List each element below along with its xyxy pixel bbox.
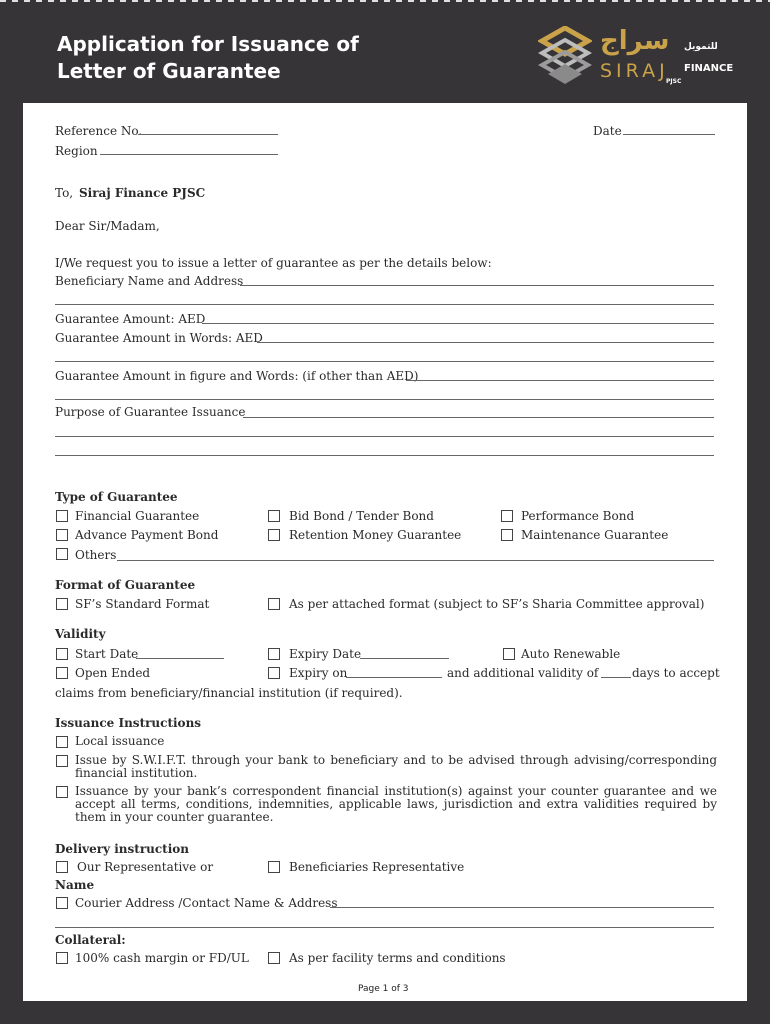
purpose-field-line2[interactable]: [55, 436, 714, 437]
logo-pjsc-text: PJSC: [666, 78, 682, 85]
siraj-finance-logo: [538, 24, 734, 90]
purpose-field-line3[interactable]: [55, 455, 714, 456]
amount-words-field-line2[interactable]: [55, 361, 714, 362]
local-issuance-checkbox[interactable]: [56, 736, 68, 748]
collateral-heading: Collateral:: [55, 933, 126, 947]
swift-checkbox[interactable]: [56, 755, 68, 767]
facility-terms-label: As per facility terms and conditions: [289, 951, 506, 965]
open-ended-label: Open Ended: [75, 666, 151, 680]
bid-bond-checkbox[interactable]: [268, 510, 280, 522]
courier-checkbox[interactable]: [56, 897, 68, 909]
our-representative-checkbox[interactable]: [56, 861, 68, 873]
others-checkbox[interactable]: [56, 548, 68, 560]
expiry-date-field[interactable]: [360, 658, 449, 659]
top-dashed-border: [0, 0, 770, 2]
purpose-field[interactable]: [243, 417, 714, 418]
others-label: Others: [75, 548, 117, 562]
purpose-label: Purpose of Guarantee Issuance: [55, 405, 246, 419]
standard-format-label: SF’s Standard Format: [75, 597, 210, 611]
financial-guarantee-checkbox[interactable]: [56, 510, 68, 522]
performance-bond-checkbox[interactable]: [501, 510, 513, 522]
beneficiary-label: Beneficiary Name and Address: [55, 274, 244, 288]
correspondent-label: Issuance by your bank’s correspondent financial institution(s) against your counter guarantee and we accept all terms, conditions, indemnities, applicable laws, jurisdiction and extra validities required by them in your counter guarantee.: [75, 784, 717, 824]
to-label: To,: [55, 186, 74, 200]
amount-other-field-line2[interactable]: [55, 399, 714, 400]
validity-heading: Validity: [55, 627, 106, 641]
cash-margin-label: 100% cash margin or FD/UL: [75, 951, 249, 965]
amount-field[interactable]: [202, 323, 714, 324]
reference-field[interactable]: [138, 134, 278, 135]
page-title-line2: Letter of Guarantee: [57, 59, 281, 83]
retention-money-label: Retention Money Guarantee: [289, 528, 462, 542]
beneficiaries-representative-checkbox[interactable]: [268, 861, 280, 873]
expiry-on-checkbox[interactable]: [268, 667, 280, 679]
logo-arabic-small-text: للتمويل: [684, 42, 718, 52]
expiry-date-checkbox[interactable]: [268, 648, 280, 660]
expiry-on-label: Expiry on: [289, 666, 348, 680]
region-field[interactable]: [100, 154, 278, 155]
delivery-heading: Delivery instruction: [55, 842, 190, 856]
logo-finance-text: FINANCE: [684, 63, 734, 74]
page-title-line1: Application for Issuance of: [57, 32, 359, 56]
amount-words-label: Guarantee Amount in Words: AED: [55, 331, 263, 345]
our-representative-label: Our Representative or: [77, 860, 214, 874]
amount-other-field[interactable]: [406, 380, 714, 381]
days-label: days to accept: [632, 666, 720, 680]
courier-field-line2[interactable]: [55, 927, 714, 928]
additional-days-field[interactable]: [601, 677, 631, 678]
local-issuance-label: Local issuance: [75, 734, 165, 748]
page-number: Page 1 of 3: [358, 984, 409, 994]
page-title: [57, 31, 387, 85]
auto-renewable-label: Auto Renewable: [521, 647, 621, 661]
start-date-label: Start Date: [75, 647, 139, 661]
retention-money-checkbox[interactable]: [268, 529, 280, 541]
region-label: Region: [55, 144, 98, 158]
financial-guarantee-label: Financial Guarantee: [75, 509, 200, 523]
issuance-heading: Issuance Instructions: [55, 716, 202, 730]
reference-label: Reference No.: [55, 124, 143, 138]
swift-label: Issue by S.W.I.F.T. through your bank to beneficiary and to be advised through advising/corresponding financial institution.: [75, 753, 717, 780]
amount-other-label: Guarantee Amount in figure and Words: (if other than AED): [55, 369, 419, 383]
salutation: Dear Sir/Madam,: [55, 219, 160, 233]
attached-format-label: As per attached format (subject to SF’s Sharia Committee approval): [289, 597, 705, 611]
courier-label: Courier Address /Contact Name & Address: [75, 896, 338, 910]
attached-format-checkbox[interactable]: [268, 598, 280, 610]
cash-margin-checkbox[interactable]: [56, 952, 68, 964]
beneficiaries-representative-label: Beneficiaries Representative: [289, 860, 465, 874]
correspondent-checkbox[interactable]: [56, 786, 68, 798]
amount-words-field[interactable]: [257, 342, 714, 343]
start-date-checkbox[interactable]: [56, 648, 68, 660]
date-label: Date: [593, 124, 622, 138]
maintenance-guarantee-label: Maintenance Guarantee: [521, 528, 669, 542]
additional-validity-label: and additional validity of: [447, 666, 599, 680]
performance-bond-label: Performance Bond: [521, 509, 635, 523]
logo-siraj-text: SIRAJ: [600, 60, 669, 82]
claims-text: claims from beneficiary/financial institution (if required).: [55, 686, 403, 700]
maintenance-guarantee-checkbox[interactable]: [501, 529, 513, 541]
beneficiary-field-line2[interactable]: [55, 304, 714, 305]
courier-field[interactable]: [330, 907, 714, 908]
bid-bond-label: Bid Bond / Tender Bond: [289, 509, 434, 523]
expiry-date-label: Expiry Date: [289, 647, 362, 661]
others-field[interactable]: [117, 560, 714, 561]
facility-terms-checkbox[interactable]: [268, 952, 280, 964]
request-text: I/We request you to issue a letter of guarantee as per the details below:: [55, 256, 492, 270]
auto-renewable-checkbox[interactable]: [503, 648, 515, 660]
beneficiary-field[interactable]: [240, 285, 714, 286]
open-ended-checkbox[interactable]: [56, 667, 68, 679]
logo-arabic-text: سراج: [600, 26, 670, 56]
date-field[interactable]: [623, 134, 715, 135]
to-name: Siraj Finance PJSC: [79, 186, 206, 200]
amount-label: Guarantee Amount: AED: [55, 312, 206, 326]
format-heading: Format of Guarantee: [55, 578, 196, 592]
advance-payment-checkbox[interactable]: [56, 529, 68, 541]
start-date-field[interactable]: [136, 658, 224, 659]
expiry-on-field[interactable]: [346, 677, 442, 678]
advance-payment-label: Advance Payment Bond: [75, 528, 219, 542]
type-heading: Type of Guarantee: [55, 490, 178, 504]
logo-emblem-icon: [538, 26, 592, 88]
name-label: Name: [55, 878, 95, 892]
standard-format-checkbox[interactable]: [56, 598, 68, 610]
